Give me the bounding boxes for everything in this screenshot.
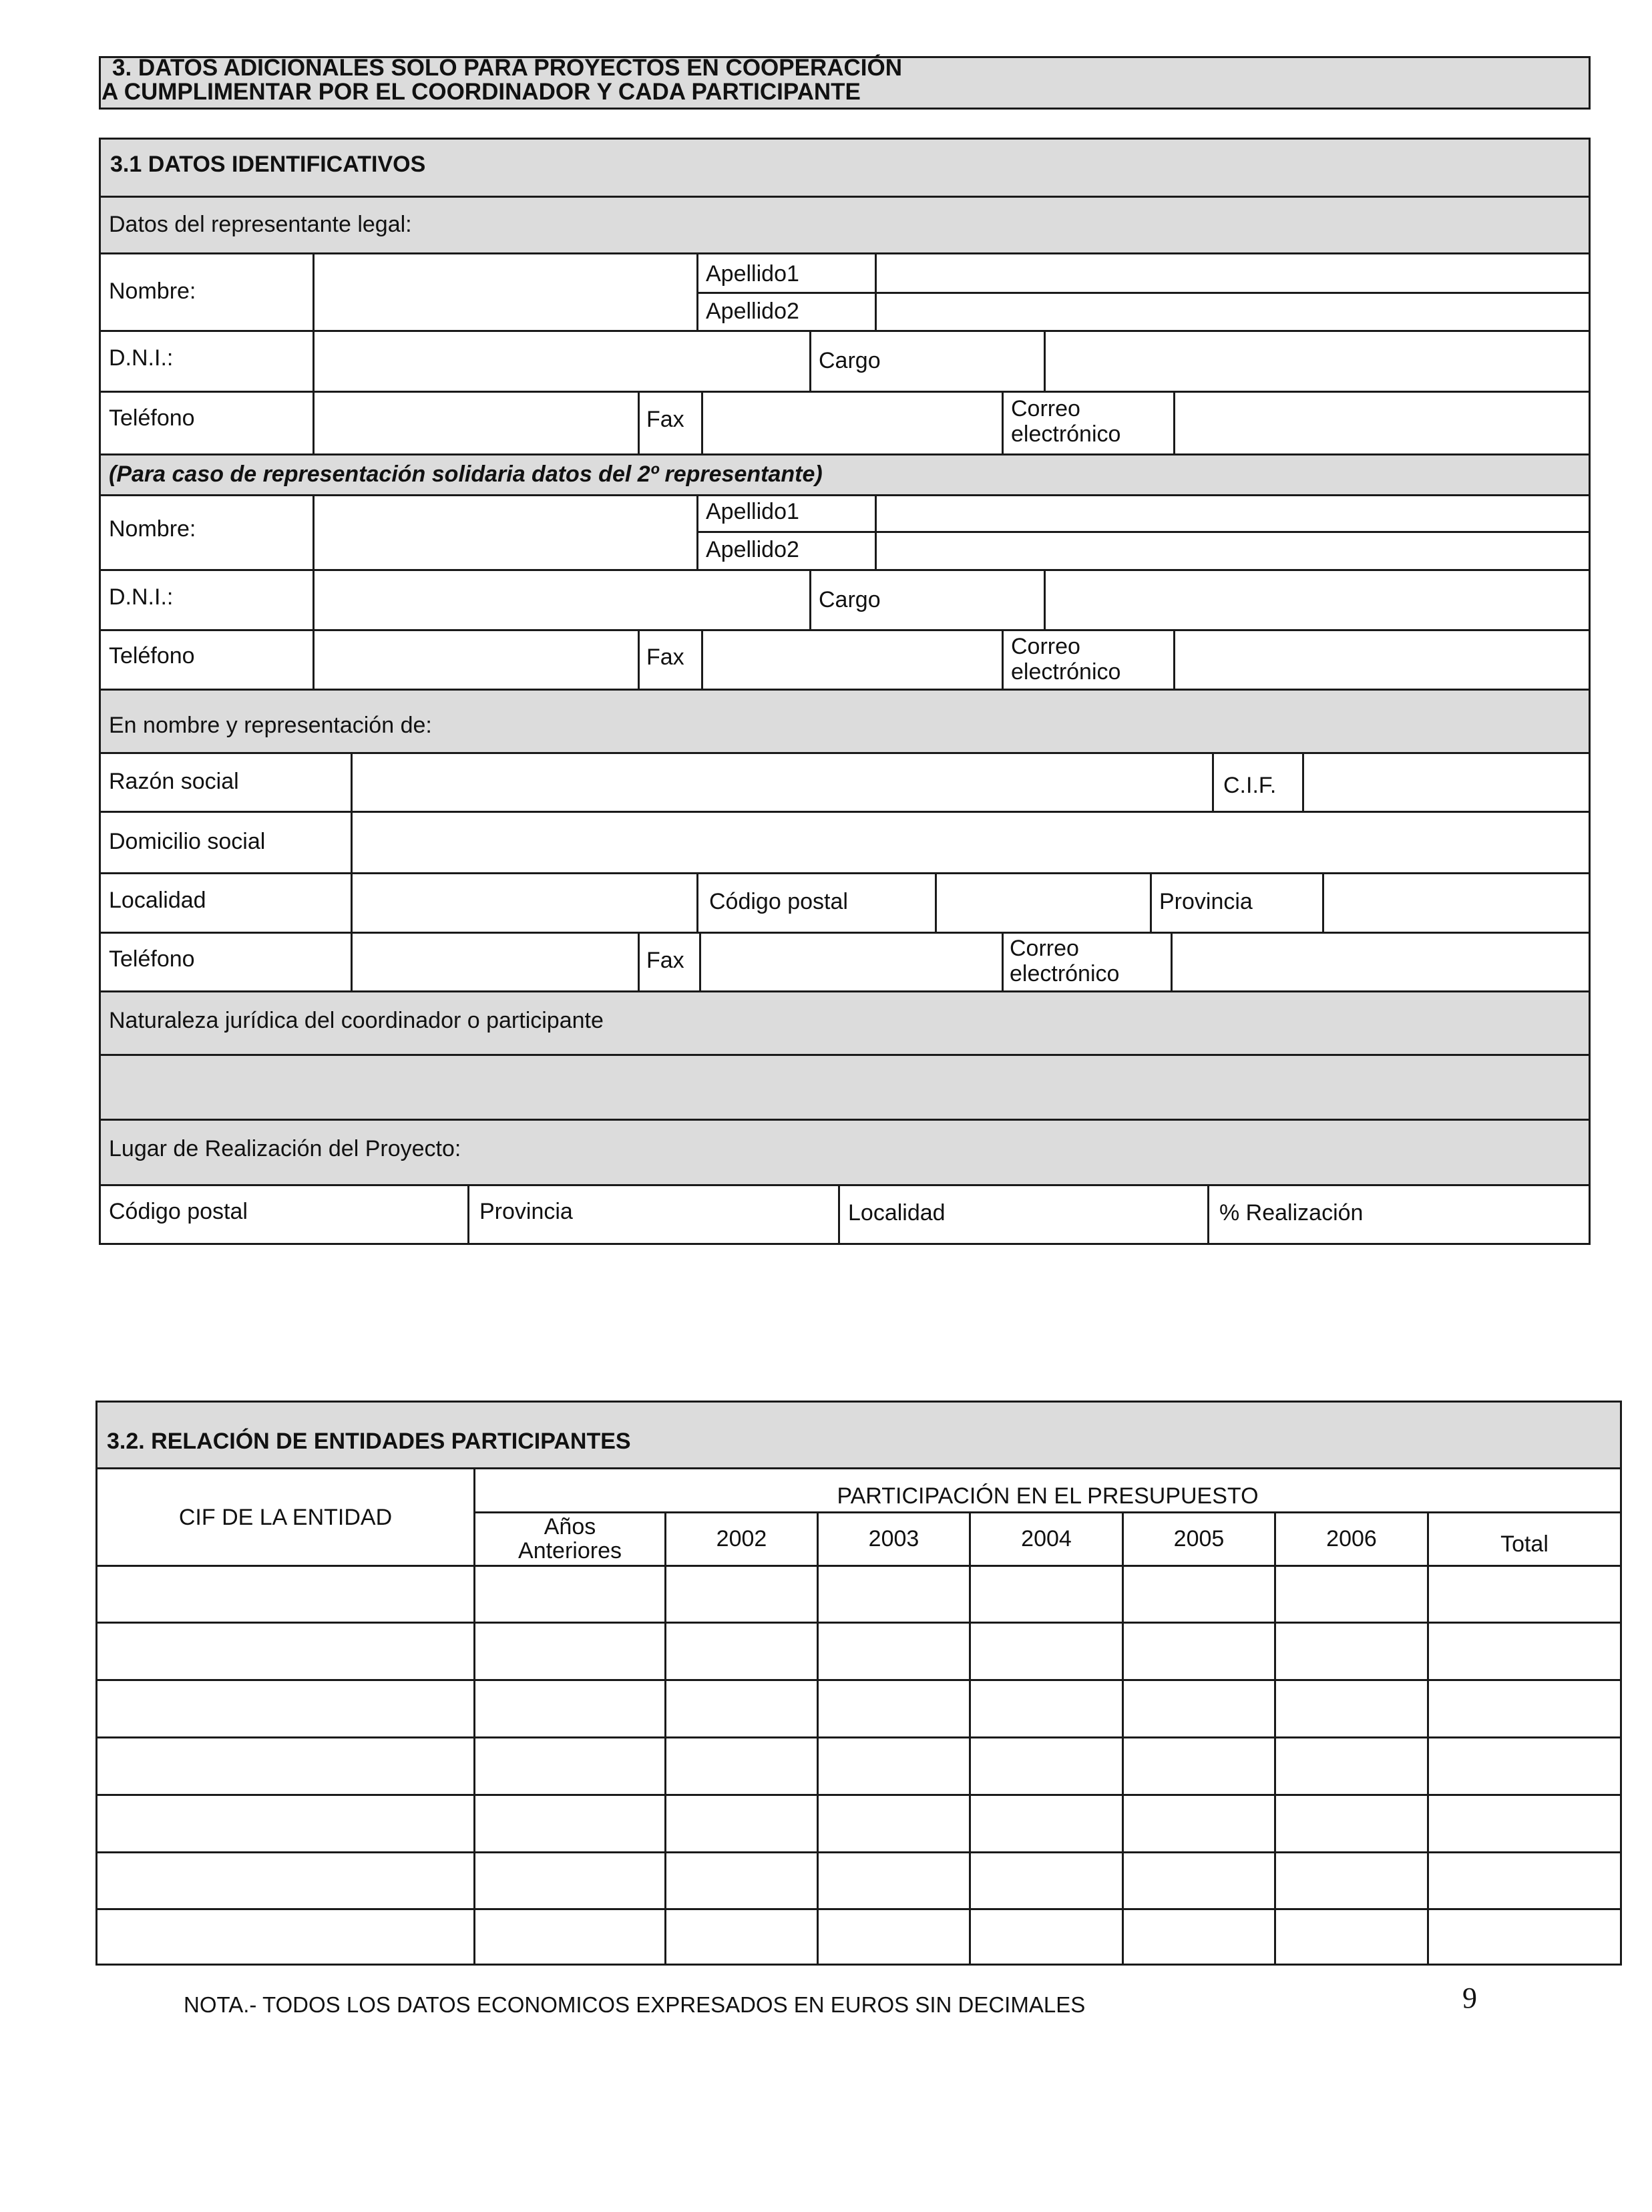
table-rule-horizontal [99, 196, 1591, 198]
codigo-postal-label: Código postal [709, 889, 848, 914]
table-rule-vertical [664, 1511, 666, 1966]
table-rule-horizontal [99, 494, 1591, 496]
year-header-2004: 2004 [1021, 1526, 1072, 1551]
table-rule-vertical [1044, 330, 1046, 391]
provincia-label: Provincia [1159, 889, 1253, 914]
table-rule-horizontal [95, 1794, 1622, 1796]
table-rule-vertical [696, 494, 698, 569]
table-rule-vertical [1150, 872, 1152, 932]
table-rule-horizontal [95, 1679, 1622, 1681]
participacion-header: PARTICIPACIÓN EN EL PRESUPUESTO [837, 1483, 1259, 1509]
table-rule-vertical [838, 1184, 840, 1245]
table-rule-vertical [313, 252, 315, 453]
table-rule-vertical [935, 872, 937, 932]
table-rule-horizontal [99, 629, 1591, 631]
table-rule-vertical [1322, 872, 1324, 932]
cargo2-label: Cargo [819, 587, 881, 612]
year-header-2002: 2002 [716, 1526, 767, 1551]
second-rep-label: (Para caso de representación solidaria datos del 2º representante) [109, 462, 823, 487]
telefono3-label: Teléfono [109, 946, 195, 972]
table-rule-horizontal [99, 872, 1591, 874]
year-header-2003: 2003 [868, 1526, 919, 1551]
realizacion-label: % Realización [1219, 1200, 1364, 1226]
section-3-2-title: 3.2. RELACIÓN DE ENTIDADES PARTICIPANTES [107, 1429, 631, 1454]
naturaleza-blank-band [101, 1056, 1589, 1119]
apellido1-label: Apellido1 [706, 261, 799, 287]
naturaleza-label: Naturaleza jurídica del coordinador o participante [109, 1008, 604, 1033]
footer-note: NOTA.- TODOS LOS DATOS ECONOMICOS EXPRESADOS EN EUROS SIN DECIMALES [184, 1992, 1086, 2017]
apellido1-2-label: Apellido1 [706, 499, 799, 524]
table-rule-horizontal [95, 1467, 1622, 1469]
table-rule-horizontal [99, 811, 1591, 813]
dni-label: D.N.I.: [109, 345, 174, 371]
page-number: 9 [1462, 1982, 1477, 2014]
table-rule-vertical [701, 391, 703, 453]
table-rule-vertical [701, 629, 703, 689]
correo-label-line2: electrónico [1011, 421, 1121, 447]
nombre-label: Nombre: [109, 279, 196, 304]
table-rule-vertical [638, 629, 640, 689]
anios-header-line2: Anteriores [518, 1538, 622, 1563]
nombre2-label: Nombre: [109, 516, 196, 542]
table-rule-vertical [1212, 752, 1214, 811]
table-rule-vertical [696, 252, 698, 330]
domicilio-label: Domicilio social [109, 829, 266, 854]
table-rule-vertical [1207, 1184, 1209, 1245]
cargo-label: Cargo [819, 348, 881, 373]
correo2-label-line1: Correo [1011, 634, 1080, 659]
table-rule-horizontal [99, 1184, 1591, 1186]
table-rule-vertical [969, 1511, 971, 1966]
table-rule-vertical [817, 1511, 819, 1966]
lugar-codigo-postal-label: Código postal [109, 1199, 248, 1224]
total-header: Total [1500, 1531, 1548, 1557]
table-rule-horizontal [475, 1511, 1622, 1513]
correo2-label-line2: electrónico [1011, 659, 1121, 685]
table-rule-horizontal [99, 330, 1591, 332]
dni2-label: D.N.I.: [109, 584, 174, 610]
apellido2-2-label: Apellido2 [706, 537, 799, 562]
table-rule-vertical [638, 391, 640, 453]
telefono2-label: Teléfono [109, 643, 195, 669]
correo-label-line1: Correo [1011, 396, 1080, 421]
rep-legal-label: Datos del representante legal: [109, 212, 412, 237]
section-3-title-line2: A CUMPLIMENTAR POR EL COORDINADOR Y CADA PARTICIPANTE [101, 79, 861, 105]
table-rule-vertical [809, 569, 811, 629]
table-rule-horizontal [99, 752, 1591, 754]
table-rule-vertical [809, 330, 811, 391]
table-rule-horizontal [99, 689, 1591, 691]
localidad-label: Localidad [109, 888, 206, 913]
table-rule-vertical [1427, 1511, 1429, 1966]
table-rule-vertical [351, 752, 353, 990]
fax2-label: Fax [646, 644, 684, 670]
table-rule-vertical [1171, 932, 1173, 990]
table-rule-horizontal [99, 990, 1591, 992]
table-rule-vertical [875, 252, 877, 330]
table-rule-vertical [1002, 629, 1004, 689]
table-rule-vertical [1002, 391, 1004, 453]
table-rule-vertical [1302, 752, 1304, 811]
table-rule-horizontal [696, 531, 1591, 533]
fax3-label: Fax [646, 948, 684, 973]
table-rule-horizontal [99, 932, 1591, 934]
table-rule-horizontal [99, 1119, 1591, 1121]
fax-label: Fax [646, 407, 684, 432]
year-header-2005: 2005 [1173, 1526, 1225, 1551]
table-rule-vertical [313, 494, 315, 689]
table-rule-horizontal [95, 1851, 1622, 1853]
anios-header-line1: Años [544, 1514, 596, 1539]
table-rule-horizontal [95, 1622, 1622, 1624]
cif-entidad-header: CIF DE LA ENTIDAD [178, 1505, 393, 1530]
table-rule-horizontal [99, 453, 1591, 455]
table-rule-horizontal [99, 1054, 1591, 1056]
table-rule-vertical [1002, 932, 1004, 990]
table-rule-vertical [638, 932, 640, 990]
lugar-label: Lugar de Realización del Proyecto: [109, 1136, 461, 1161]
table-rule-vertical [1173, 391, 1175, 453]
table-rule-vertical [1044, 569, 1046, 629]
lugar-provincia-label: Provincia [479, 1199, 573, 1224]
cif-label: C.I.F. [1223, 773, 1277, 798]
year-header-2006: 2006 [1326, 1526, 1377, 1551]
table-rule-vertical [1274, 1511, 1276, 1966]
section-3-title-line1: 3. DATOS ADICIONALES SOLO PARA PROYECTOS EN COOPERACIÓN [112, 55, 903, 81]
table-rule-vertical [875, 494, 877, 569]
apellido2-label: Apellido2 [706, 299, 799, 324]
correo3-label-line1: Correo [1010, 936, 1079, 961]
lugar-localidad-label: Localidad [848, 1200, 946, 1226]
telefono-label: Teléfono [109, 405, 195, 431]
en-nombre-label: En nombre y representación de: [109, 713, 432, 738]
table-rule-horizontal [95, 1908, 1622, 1910]
table-rule-vertical [467, 1184, 469, 1245]
correo3-label-line2: electrónico [1010, 961, 1120, 986]
table-rule-horizontal [99, 569, 1591, 571]
table-rule-horizontal [95, 1736, 1622, 1738]
razon-social-label: Razón social [109, 769, 239, 794]
table-rule-horizontal [99, 252, 1591, 254]
table-rule-horizontal [99, 391, 1591, 393]
table-rule-horizontal [696, 292, 1591, 294]
section-3-1-title: 3.1 DATOS IDENTIFICATIVOS [110, 152, 426, 177]
table-rule-vertical [696, 872, 698, 932]
table-rule-vertical [699, 932, 701, 990]
table-rule-vertical [1122, 1511, 1124, 1966]
table-rule-vertical [1173, 629, 1175, 689]
table-rule-horizontal [95, 1565, 1622, 1567]
